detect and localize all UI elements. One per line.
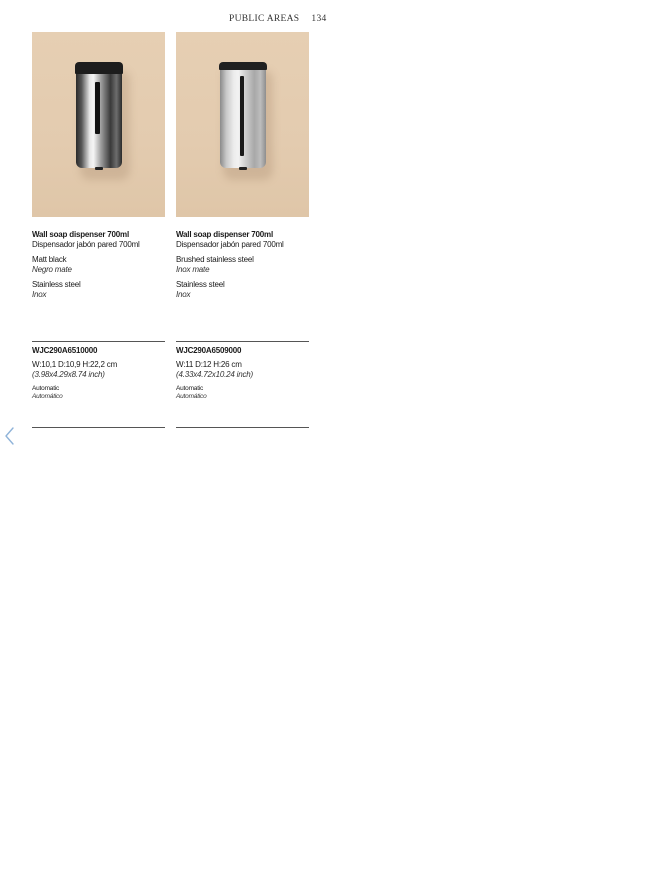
section-title: PUBLIC AREAS bbox=[229, 14, 300, 24]
product-card bbox=[176, 32, 309, 400]
product-material: Stainless steel bbox=[176, 280, 225, 289]
product-code: WJC290A6510000 bbox=[32, 346, 98, 355]
page-number: 134 bbox=[311, 14, 327, 24]
product-mode: Automatic bbox=[32, 385, 60, 392]
product-finish: Matt black bbox=[32, 255, 67, 264]
product-dimensions-inch: (4.33x4.72x10.24 inch) bbox=[176, 370, 253, 379]
product-dimensions: W:11 D:12 H:26 cm bbox=[176, 360, 242, 369]
product-title: Wall soap dispenser 700ml bbox=[176, 230, 273, 239]
divider bbox=[32, 341, 165, 342]
product-mode-es: Automático bbox=[176, 393, 207, 400]
product-info bbox=[176, 230, 309, 300]
dispenser-nozzle bbox=[239, 167, 247, 170]
divider bbox=[176, 341, 309, 342]
product-card bbox=[32, 32, 165, 400]
product-code: WJC290A6509000 bbox=[176, 346, 242, 355]
soap-dispenser-image bbox=[75, 62, 123, 172]
product-finish-es: Negro mate bbox=[32, 265, 72, 274]
product-material: Stainless steel bbox=[32, 280, 81, 289]
dispenser-window bbox=[95, 82, 100, 134]
product-material-es: Inox bbox=[32, 290, 47, 299]
dispenser-nozzle bbox=[95, 167, 103, 170]
divider bbox=[176, 427, 309, 428]
dispenser-cap bbox=[75, 62, 123, 74]
product-spec bbox=[176, 346, 309, 401]
product-finish: Brushed stainless steel bbox=[176, 255, 254, 264]
product-subtitle: Dispensador jabón pared 700ml bbox=[32, 240, 140, 249]
product-mode: Automatic bbox=[176, 385, 204, 392]
product-photo bbox=[32, 32, 165, 217]
product-mode-es: Automático bbox=[32, 393, 63, 400]
product-subtitle: Dispensador jabón pared 700ml bbox=[176, 240, 284, 249]
product-dimensions: W:10,1 D:10,9 H:22,2 cm bbox=[32, 360, 118, 369]
divider bbox=[32, 427, 165, 428]
soap-dispenser-image bbox=[219, 62, 267, 172]
product-spec bbox=[32, 346, 165, 401]
product-finish-es: Inox mate bbox=[176, 265, 210, 274]
page-header bbox=[229, 14, 327, 24]
chevron-left-icon[interactable] bbox=[4, 426, 16, 446]
product-material-es: Inox bbox=[176, 290, 191, 299]
dispenser-window bbox=[240, 76, 244, 156]
product-title: Wall soap dispenser 700ml bbox=[32, 230, 129, 239]
product-dimensions-inch: (3.98x4.29x8.74 inch) bbox=[32, 370, 105, 379]
product-photo bbox=[176, 32, 309, 217]
dispenser-cap bbox=[219, 62, 267, 70]
product-info bbox=[32, 230, 165, 300]
